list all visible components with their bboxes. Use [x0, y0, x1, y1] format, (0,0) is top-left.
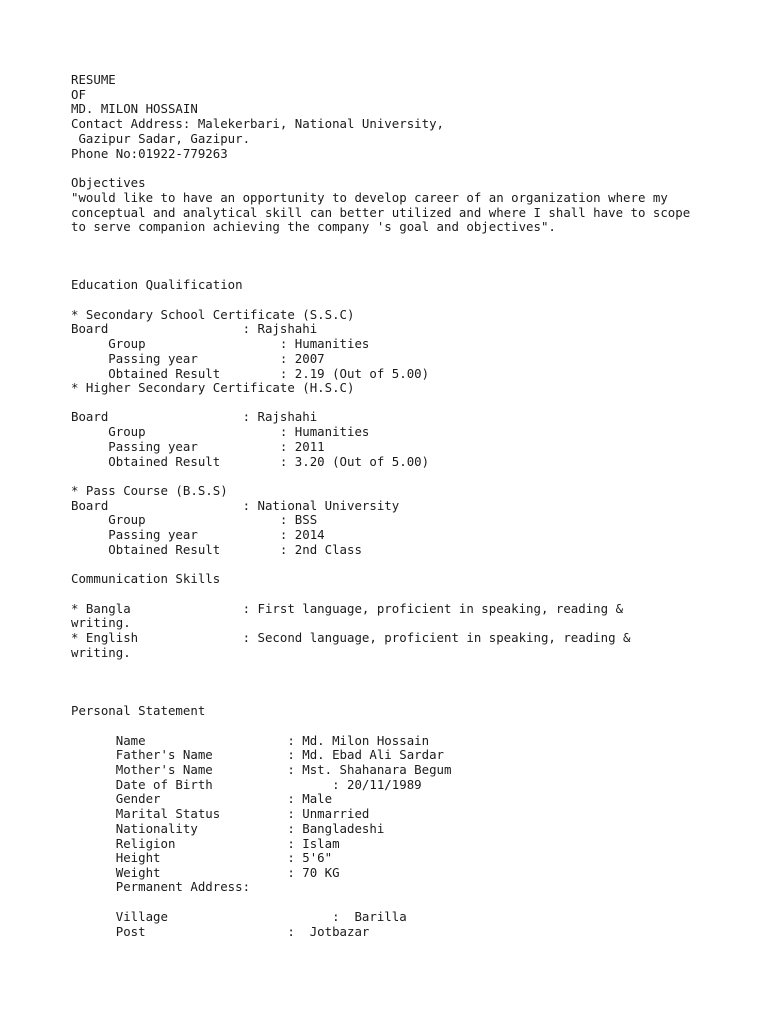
contact-address-line2: Gazipur Sadar, Gazipur.	[71, 131, 251, 146]
personal-heading: Personal Statement	[71, 703, 206, 718]
personal-post: Post : Jotbazar	[71, 924, 370, 939]
skill-english-line1: * English : Second language, proficient in speaking, reading &	[71, 630, 631, 645]
bss-group: Group : BSS	[71, 512, 318, 527]
personal-permanent-address: Permanent Address:	[71, 879, 251, 894]
skill-bangla-line1: * Bangla : First language, proficient in speaking, reading &	[71, 601, 624, 616]
hsc-passing-year: Passing year : 2011	[71, 439, 325, 454]
ssc-result: Obtained Result : 2.19 (Out of 5.00)	[71, 366, 430, 381]
bss-board: Board : National University	[71, 498, 400, 513]
applicant-name: MD. MILON HOSSAIN	[71, 101, 198, 116]
skill-bangla-line2: writing.	[71, 615, 131, 630]
hsc-title: * Higher Secondary Certificate (H.S.C)	[71, 380, 355, 395]
bss-title: * Pass Course (B.S.S)	[71, 483, 228, 498]
resume-of: OF	[71, 87, 86, 102]
ssc-board: Board : Rajshahi	[71, 321, 318, 336]
education-heading: Education Qualification	[71, 277, 243, 292]
personal-marital-status: Marital Status : Unmarried	[71, 806, 370, 821]
personal-weight: Weight : 70 KG	[71, 865, 340, 880]
resume-title: RESUME	[71, 72, 116, 87]
personal-nationality: Nationality : Bangladeshi	[71, 821, 385, 836]
ssc-passing-year: Passing year : 2007	[71, 351, 325, 366]
personal-village: Village : Barilla	[71, 909, 407, 924]
bss-passing-year: Passing year : 2014	[71, 527, 325, 542]
skill-english-line2: writing.	[71, 645, 131, 660]
hsc-result: Obtained Result : 3.20 (Out of 5.00)	[71, 454, 430, 469]
phone-number: Phone No:01922-779263	[71, 146, 228, 161]
personal-height: Height : 5'6"	[71, 850, 333, 865]
personal-mother: Mother's Name : Mst. Shahanara Begum	[71, 762, 452, 777]
personal-dob: Date of Birth : 20/11/1989	[71, 777, 422, 792]
objectives-line2: conceptual and analytical skill can better utilized and where I shall have to scope	[71, 205, 691, 220]
objectives-line3: to serve companion achieving the company 's goal and objectives".	[71, 219, 556, 234]
ssc-title: * Secondary School Certificate (S.S.C)	[71, 307, 355, 322]
contact-address-line1: Contact Address: Malekerbari, National University,	[71, 116, 444, 131]
hsc-board: Board : Rajshahi	[71, 409, 318, 424]
objectives-line1: "would like to have an opportunity to develop career of an organization where my	[71, 190, 668, 205]
communication-heading: Communication Skills	[71, 571, 221, 586]
hsc-group: Group : Humanities	[71, 424, 370, 439]
personal-name: Name : Md. Milon Hossain	[71, 733, 430, 748]
personal-gender: Gender : Male	[71, 791, 333, 806]
personal-religion: Religion : Islam	[71, 836, 340, 851]
personal-father: Father's Name : Md. Ebad Ali Sardar	[71, 747, 444, 762]
objectives-heading: Objectives	[71, 175, 146, 190]
ssc-group: Group : Humanities	[71, 336, 370, 351]
bss-result: Obtained Result : 2nd Class	[71, 542, 362, 557]
